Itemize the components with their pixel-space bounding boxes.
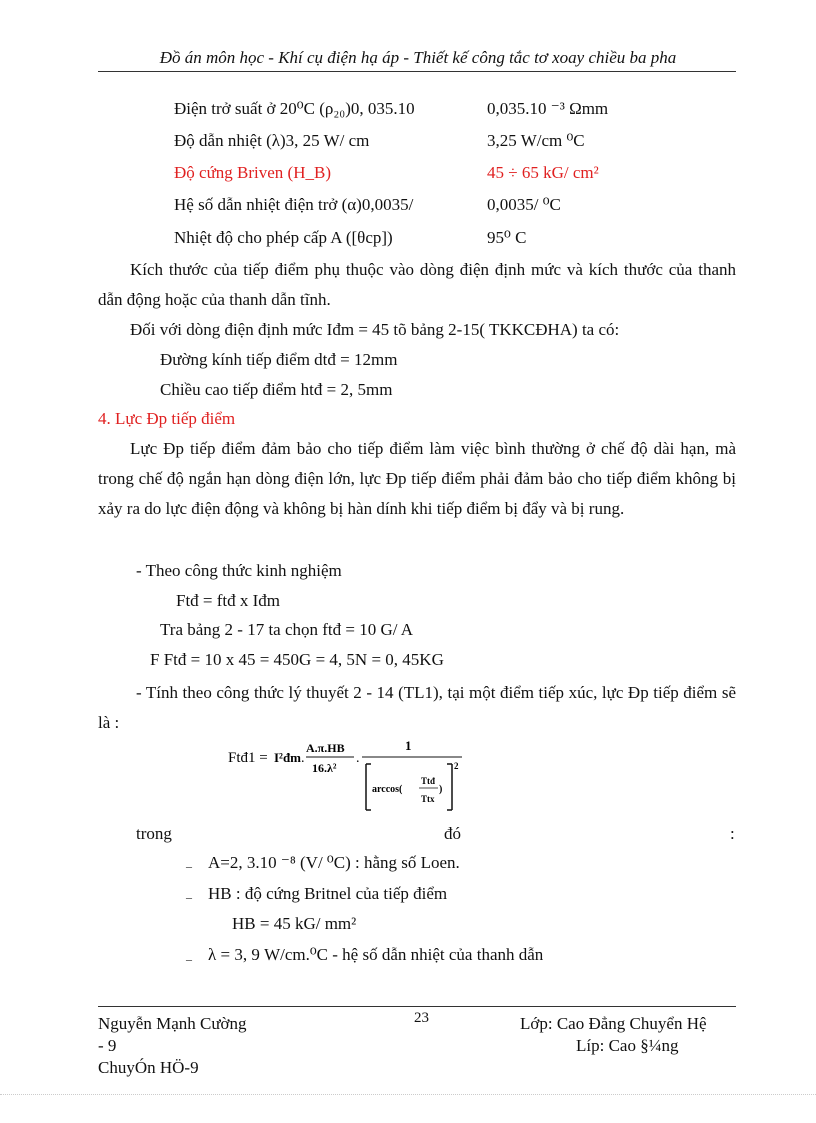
property-hardness-value: 45 ÷ 65 kG/ cm² xyxy=(487,163,599,182)
property-temperature-label: Nhiệt độ cho phép cấp A ([θcp]) xyxy=(174,228,393,247)
footer-class-line2: Líp: Cao §¼ng xyxy=(576,1036,679,1055)
formula-current-term: I²đm xyxy=(274,750,302,765)
label-do: đó xyxy=(444,824,461,843)
svg-text:.: . xyxy=(356,751,360,766)
empirical-formula-heading: - Theo công thức kinh nghiệm xyxy=(136,561,342,580)
property-resistivity-label: Điện trở suất ở 20⁰C (ρ₂₀)0, 035.10 xyxy=(174,99,415,118)
bullet-conductivity: λ = 3, 9 W/cm.⁰C - hệ số dẫn nhiệt của thanh dẫn xyxy=(208,945,544,964)
formula-denominator: 16.λ² xyxy=(312,761,337,775)
page-bottom-dotted-line xyxy=(0,1094,816,1095)
force-calculation: F Ftđ = 10 x 45 = 450G = 4, 5N = 0, 45KG xyxy=(150,650,444,669)
formula-numerator: A.π.HB xyxy=(306,741,345,755)
contact-height: Chiều cao tiếp điểm htđ = 2, 5mm xyxy=(160,380,393,399)
bullet-loen-constant: A=2, 3.10 ⁻⁸ (V/ ⁰C) : hằng số Loen. xyxy=(208,853,460,872)
page-header-title: Đồ án môn học - Khí cụ điện hạ áp - Thiết kế công tắc tơ xoay chiều ba pha xyxy=(159,48,677,67)
formula-t-contact: Ttđ xyxy=(421,776,436,786)
label-trong: trong xyxy=(136,824,172,843)
bullet-mark-icon: ‒ xyxy=(186,952,192,966)
property-hardness-label: Độ cứng Briven (H_B) xyxy=(174,163,331,182)
footer-author-line2: - 9 xyxy=(98,1036,117,1055)
footer-class-line1: Lớp: Cao Đẳng Chuyển Hệ xyxy=(520,1014,707,1033)
formula-one: 1 xyxy=(405,738,412,753)
formula-arccos: arccos( xyxy=(372,784,403,795)
footer-rule xyxy=(98,1006,736,1007)
svg-text:.: . xyxy=(301,751,305,766)
formula-lhs: Ftđ1 = xyxy=(228,750,268,766)
section-heading: 4. Lực Đp tiếp điểm xyxy=(98,409,236,428)
header-rule xyxy=(98,71,736,72)
table-lookup: Tra bảng 2 - 17 ta chọn ftđ = 10 G/ A xyxy=(160,620,414,639)
bullet-mark-icon: ‒ xyxy=(186,859,192,873)
property-resistivity-value: 0,035.10 ⁻³ Ωmm xyxy=(487,99,609,118)
svg-text:2: 2 xyxy=(454,761,459,771)
svg-text:): ) xyxy=(439,784,443,795)
bullet-mark-icon: ‒ xyxy=(186,890,192,904)
footer-author xyxy=(98,1013,247,1079)
contact-diameter: Đường kính tiếp điểm dtđ = 12mm xyxy=(160,350,398,369)
footer-author-line3: ChuyÓn HÖ-9 xyxy=(98,1058,199,1077)
property-temperature-value: 95⁰ C xyxy=(487,228,527,247)
property-thermal-coeff-value: 0,0035/ ⁰C xyxy=(487,195,561,214)
theoretical-force-formula xyxy=(228,732,468,816)
paragraph-contact-size: Kích thước của tiếp điểm phụ thuộc vào dòng điện định mức và kích thước của thanh dẫn động hoặc của thanh dẫn tĩnh. xyxy=(98,260,736,309)
page-number: 23 xyxy=(414,1010,429,1026)
property-conductivity-label: Độ dẫn nhiệt (λ)3, 25 W/ cm xyxy=(174,131,370,150)
footer-class xyxy=(520,1013,707,1057)
footer-author-name: Nguyễn Mạnh Cường xyxy=(98,1014,247,1033)
paragraph-contact-force: Lực Đp tiếp điểm đảm bảo cho tiếp điểm làm việc bình thường ở chế độ dài hạn, mà trong chế độ ngắn hạn dòng điện lớn, lực Đp tiếp điểm phải đảm bảo cho tiếp điểm không bị xảy ra do lực điện động và không bị hàn dính khi tiếp điểm bị đẩy và bị rung. xyxy=(98,439,736,518)
property-thermal-coeff-label: Hệ số dẫn nhiệt điện trở (α)0,0035/ xyxy=(174,195,414,214)
label-colon: : xyxy=(730,824,735,843)
formula-t-touch: Ttx xyxy=(421,794,435,804)
paragraph-rated-current: Đối với dòng điện định mức Iđm = 45 tõ bảng 2-15( TKKCĐHA) ta có: xyxy=(130,320,620,339)
hardness-value: HB = 45 kG/ mm² xyxy=(232,914,357,933)
bullet-hardness: HB : độ cứng Britnel của tiếp điểm xyxy=(208,884,448,903)
property-conductivity-value: 3,25 W/cm ⁰C xyxy=(487,131,585,150)
paragraph-theoretical: - Tính theo công thức lý thuyết 2 - 14 (TL1), tại một điểm tiếp xúc, lực Đp tiếp điểm sẽ là : xyxy=(98,683,736,732)
empirical-formula: Ftđ = ftđ x Iđm xyxy=(176,591,281,610)
